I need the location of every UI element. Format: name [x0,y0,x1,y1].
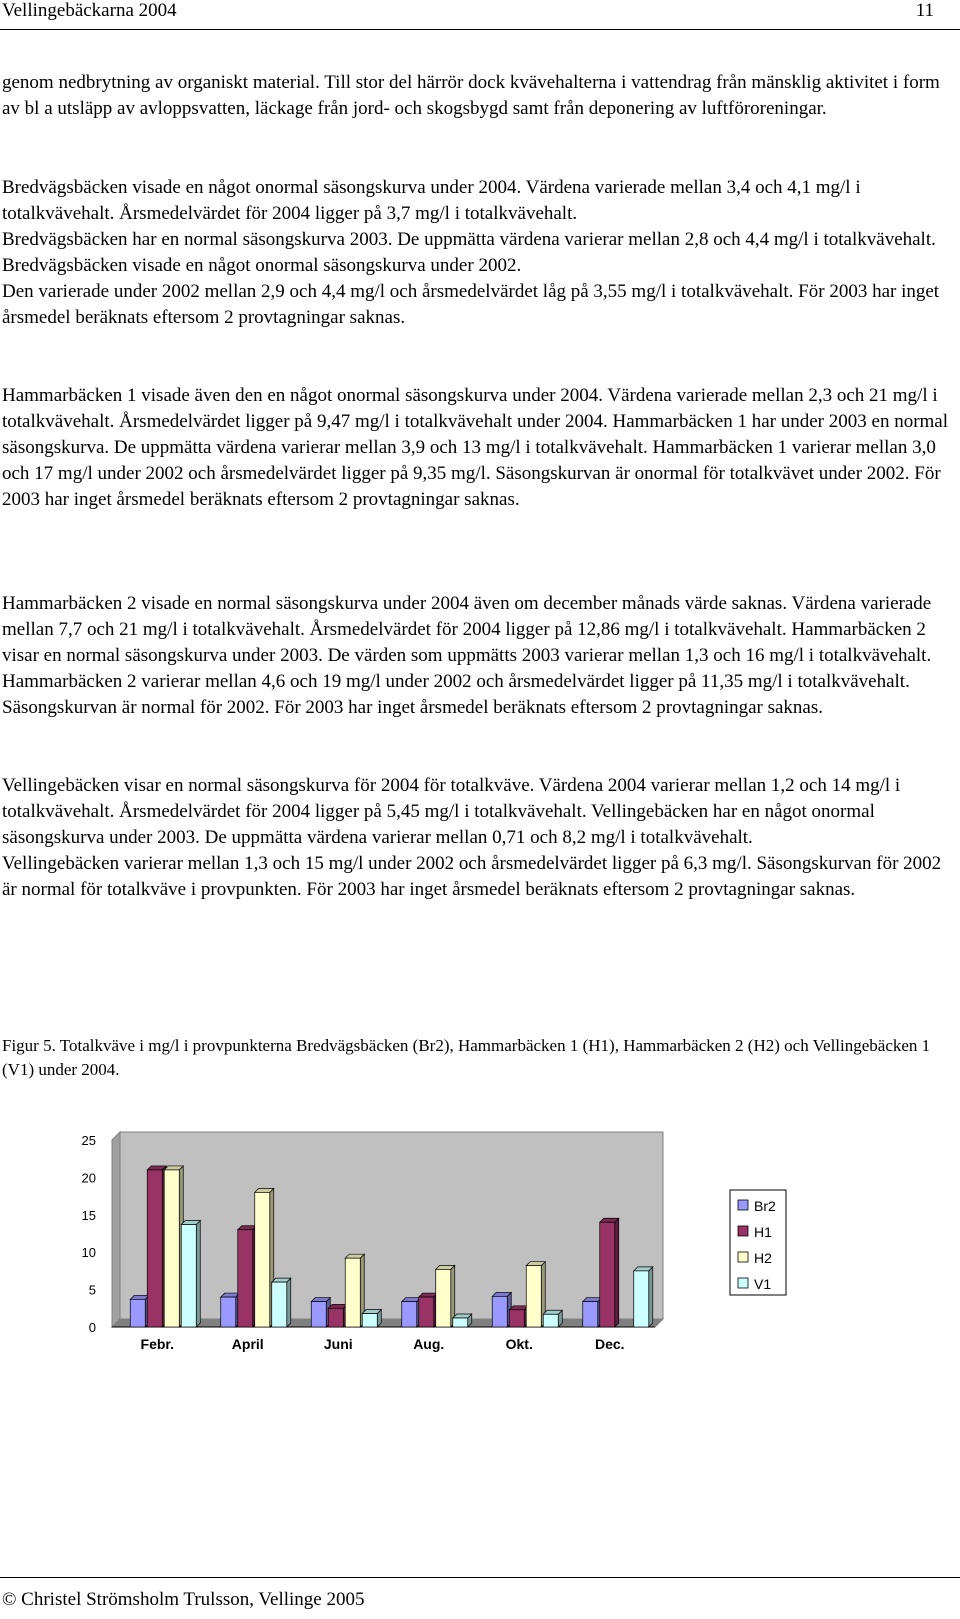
legend-swatch-h2 [738,1252,748,1262]
paragraph-2: Bredvägsbäcken visade en något onormal säsongskurva under 2004. Värdena varierade mellan 3,4 och 4,1 mg/l i totalkvävehalt. Årsmedelvärdet för 2004 ligger på 3,7 mg/l i totalkvävehalt. Bredvägsbäcken har en normal säsongskurva 2003. De uppmätta värdena varierar mellan 2,8 och 4,4 mg/l i totalkvävehalt. Bredvägsbäcken visade en något onormal säsongskurva under 2002. Den varierade under 2002 mellan 2,9 och 4,4 mg/l och årsmedelvärdet låg på 3,55 mg/l i totalkvävehalt. För 2003 har inget årsmedel beräknats eftersom 2 provtagningar saknas. [2,177,940,328]
bar-br2-4 [492,1292,511,1327]
y-tick-label: 20 [81,1170,96,1186]
bar-h2-0 [164,1166,183,1327]
bar-v1-0 [181,1221,200,1327]
chart-y-axis [82,1133,96,1335]
x-category-label: Okt. [505,1336,533,1352]
footer-text: © Christel Strömsholm Trulsson, Vellinge 2005 [2,1589,365,1610]
x-category-label: Juni [323,1336,353,1352]
bar-br2-1 [221,1293,240,1327]
paragraph-1: genom nedbrytning av organiskt material. Till stor del härrör dock kvävehalterna i vattendrag från mänsklig aktivitet i form av bl a utsläpp av avloppsvatten, läckage från jord- och skogsbygd samt från deponering av luftföroreningar. [2,72,940,119]
footer-rule [0,1577,960,1578]
nitrogen-bar-chart [60,1120,860,1380]
y-tick-label: 5 [88,1282,96,1298]
bar-h1-0 [147,1166,166,1327]
legend-label-v1: V1 [754,1276,772,1292]
legend-label-h2: H2 [754,1250,772,1266]
figure-caption: Figur 5. Totalkväve i mg/l i provpunkterna Bredvägsbäcken (Br2), Hammarbäcken 1 (H1), Hammarbäcken 2 (H2) och Vellingebäcken 1 (V1) under 2004. [2,1036,931,1079]
bar-h2-4 [526,1262,545,1327]
x-category-label: April [231,1336,264,1352]
plot-back-wall [120,1132,663,1319]
x-category-label: Dec. [594,1336,625,1352]
bar-h2-1 [255,1188,274,1327]
y-tick-label: 15 [81,1207,96,1223]
legend-swatch-h1 [738,1226,748,1236]
bar-v1-1 [272,1278,291,1327]
y-tick-label: 10 [81,1245,96,1261]
bar-h1-1 [238,1226,257,1327]
paragraph-5: Vellingebäcken visar en normal säsongskurva för 2004 för totalkväve. Värdena 2004 varierar mellan 1,2 och 14 mg/l i totalkvävehalt. Årsmedelvärdet för 2004 ligger på 5,45 mg/l i totalkvävehalt. Vellingebäcken har en något onormal säsongskurva under 2003. De uppmätta värdena varierar mellan 0,71 och 8,2 mg/l i totalkvävehalt. Vellingebäcken varierar mellan 1,3 och 15 mg/l under 2002 och årsmedelvärdet ligger på 6,3 mg/l. Säsongskurvan för 2002 är normal för totalkväve i provpunkten. För 2003 har inget årsmedel beräknats eftersom 2 provtagningar saknas. [2,775,942,900]
bar-h1-3 [419,1293,438,1327]
bar-h1-4 [509,1306,528,1327]
bar-h1-2 [328,1304,347,1327]
plot-side-wall [112,1132,120,1327]
bar-br2-2 [311,1298,330,1327]
legend-label-br2: Br2 [754,1198,776,1214]
bar-br2-3 [402,1298,421,1327]
chart-x-axis [141,1336,625,1352]
y-tick-label: 0 [88,1320,96,1335]
page-number: 11 [915,0,934,21]
bar-br2-0 [130,1295,149,1327]
bar-v1-3 [453,1314,472,1327]
paragraph-3: Hammarbäcken 1 visade även den en något onormal säsongskurva under 2004. Värdena varierade mellan 2,3 och 21 mg/l i totalkvävehalt. Årsmedelvärdet ligger på 9,47 mg/l i totalkvävehalt under 2004. Hammarbäcken 1 har under 2003 en normal säsongskurva. De uppmätta värdena varierar mellan 3,9 och 13 mg/l i totalkvävehalt. Hammarbäcken 1 varierar mellan 3,0 och 17 mg/l under 2002 och årsmedelvärdet ligger på 9,35 mg/l. Säsongskurvan är onormal för totalkvävet under 2002. För 2003 har inget årsmedel beräknats eftersom 2 provtagningar saknas. [2,385,949,510]
header-rule [0,29,960,30]
x-category-label: Aug. [413,1336,445,1352]
bar-v1-2 [362,1310,381,1327]
bar-h1-5 [600,1218,619,1327]
legend-swatch-v1 [738,1278,748,1288]
header-title: Vellingebäckarna 2004 [2,0,177,21]
page-header [0,0,960,26]
bar-v1-4 [543,1310,562,1327]
legend-label-h1: H1 [754,1224,772,1240]
bar-br2-5 [583,1298,602,1327]
x-category-label: Febr. [140,1336,174,1352]
bar-v1-5 [634,1267,653,1327]
chart-legend [730,1190,786,1295]
bar-h2-3 [436,1265,455,1327]
y-tick-label: 25 [81,1133,96,1148]
paragraph-4: Hammarbäcken 2 visade en normal säsongskurva under 2004 även om december månads värde saknas. Värdena varierade mellan 7,7 och 21 mg/l i totalkvävehalt. Årsmedelvärdet för 2004 ligger på 12,86 mg/l i totalkvävehalt. Hammarbäcken 2 visar en normal säsongskurva under 2003. De värden som uppmätts 2003 varierar mellan 1,3 och 16 mg/l i totalkvävehalt. Hammarbäcken 2 varierar mellan 4,6 och 19 mg/l under 2002 och årsmedelvärdet ligger på 11,35 mg/l i totalkvävehalt. Säsongskurvan är normal för 2002. För 2003 har inget årsmedel beräknats eftersom 2 provtagningar saknas. [2,593,932,718]
legend-swatch-br2 [738,1200,748,1210]
bar-h2-2 [345,1254,364,1327]
